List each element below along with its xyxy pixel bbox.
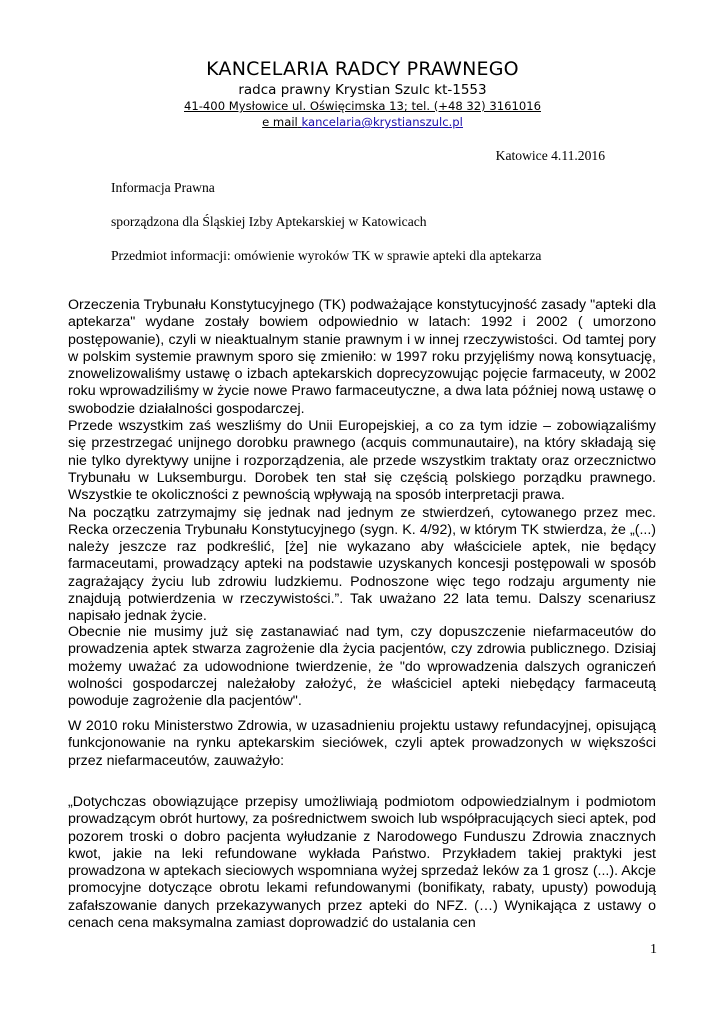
body-paragraph: Obecnie nie musimy już się zastanawiać nad tym, czy dopuszczenie niefarmaceutów do prowadzenia aptek stwarza zagrożenie dla życia pacjentów, czy zdrowia publicznego. Dzisiaj możemy uważać za udowodnione twierdzenie, że "do wprowadzenia dalszych ograniczeń wolności gospodarczej należałoby założyć, że właściciel apteki niebędący farmaceutą powoduje zagrożenie dla pacjentów". — [68, 624, 656, 710]
body-paragraph: „Dotychczas obowiązujące przepisy umożliwiają podmiotom odpowiedzialnym i podmiotom prowadzącym obrót hurtowy, za pośrednictwem swoich lub współpracujących sieci aptek, pod pozorem troski o dobro pacjenta wyłudzanie z Narodowego Funduszu Zdrowia znacznych kwot, jakie na leki refundowane wykłada Państwo. Przykładem takiej praktyki jest prowadzona w aptekach sieciowych wspomniana wyżej sprzedaż leków za 1 grosz (...). Akcje promocyjne dotyczące obrotu lekami refundowanymi (bonifikaty, rabaty, upusty) powodują zafałszowanie danych przekazywanych przez apteki do NFZ. (…) Wynikająca z ustawy o cenach cena maksymalna zamiast doprowadzić do ustalania cen — [68, 794, 656, 932]
document-recipient: sporządzona dla Śląskiej Izby Aptekarskiej w Katowicach — [111, 214, 427, 229]
letterhead-subtitle: radca prawny Krystian Szulc kt-1553 — [238, 82, 487, 98]
body-paragraph: Przede wszystkim zaś weszliśmy do Unii Europejskiej, a co za tym idzie – zobowiązaliśmy się przestrzegać unijnego dorobku prawnego (acquis communautaire), na który składają się nie tylko dyrektywy unijne i rozporządzenia, ale przede wszystkim traktaty oraz orzecznictwo Trybunału w Luksemburgu. Dorobek ten stał się częścią polskiego porządku prawnego. Wszystkie te okoliczności z pewnością wpływają na sposób interpretacji prawa. — [68, 418, 656, 504]
body-section-1 — [68, 297, 656, 626]
body-paragraph: Orzeczenia Trybunału Konstytucyjnego (TK) podważające konstytucyjność zasady "apteki dla aptekarza" wydane zostały bowiem odpowiednio w latach: 1992 i 2002 ( umorzono postępowanie), czyli w nieaktualnym stanie prawnym i w innej rzeczywistości. Od tamtej pory w polskim systemie prawnym sporo się zmieniło: w 1997 roku przyjęliśmy nową konsytuację, znowelizowaliśmy ustawę o izbach aptekarskich doprecyzowując pojęcie farmaceuty, w 2002 roku wprowadziliśmy w życie nowe Prawo farmaceutyczne, a dwa lata później nową ustawę o swobodzie działalności gospodarczej. — [68, 297, 656, 417]
body-paragraph: W 2010 roku Ministerstwo Zdrowia, w uzasadnieniu projektu ustawy refundacyjnej, opisującą funkcjonowanie na rynku aptekarskim sieciówek, czyli aptek prowadzonych w większości przez niefarmaceutów, zauważyło: — [68, 718, 656, 769]
document-date: Katowice 4.11.2016 — [495, 148, 605, 163]
body-section-2 — [68, 624, 656, 710]
letterhead-title: KANCELARIA RADCY PRAWNEGO — [206, 58, 519, 80]
email-link[interactable]: kancelaria@krystianszulc.pl — [301, 115, 463, 129]
email-prefix: e mail — [262, 115, 298, 129]
document-type: Informacja Prawna — [111, 180, 215, 195]
body-section-4-quote — [68, 794, 656, 932]
body-paragraph: Na początku zatrzymajmy się jednak nad jednym ze stwierdzeń, cytowanego przez mec. Recka orzeczenia Trybunału Konstytucyjnego (sygn. K. 4/92), w którym TK stwierdza, że „(...) należy jeszcze raz podkreślić, [że] nie wykazano aby właściciele aptek, nie będący farmaceutami, prowadzący apteki na podstawie uzyskanych koncesji postępowali w sposób zagrażający życiu lub zdrowiu ludzkiemu. Podnoszone więc tego rodzaju argumenty nie znajdują potwierdzenia w rzeczywistości.”. Tak uważano 22 lata temu. Dalszy scenariusz napisało jednak życie. — [68, 504, 656, 625]
page-number: 1 — [650, 942, 657, 957]
document-subject: Przedmiot informacji: omówienie wyroków TK w sprawie apteki dla aptekarza — [111, 248, 542, 263]
body-section-3 — [68, 718, 656, 770]
letterhead-email-line — [0, 115, 725, 129]
letterhead-address: 41-400 Mysłowice ul. Oświęcimska 13; tel. (+48 32) 3161016 — [184, 99, 541, 113]
